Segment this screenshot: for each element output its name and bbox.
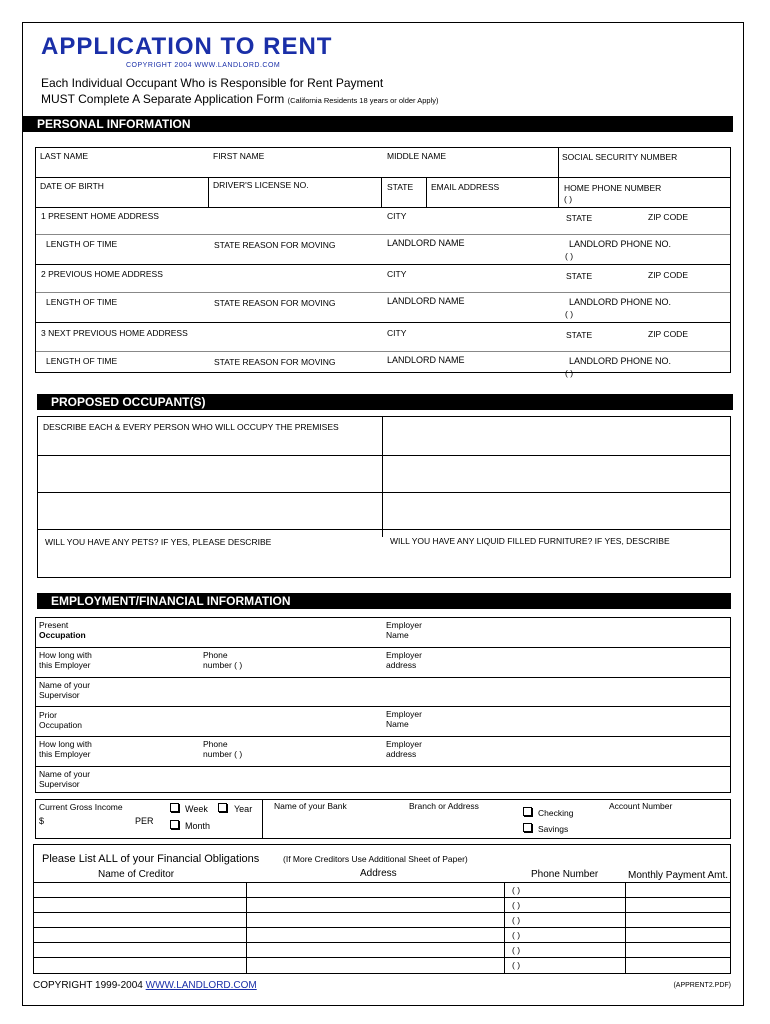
landlord-phone-field[interactable]: LANDLORD PHONE NO. (569, 239, 672, 249)
employment-section-header: EMPLOYMENT/FINANCIAL INFORMATION (37, 593, 731, 609)
obligations-box (33, 844, 731, 974)
checking-checkbox[interactable] (523, 807, 532, 816)
landlord-phone-field-2[interactable]: LANDLORD PHONE NO. (569, 297, 672, 307)
footer-code: (APPRENT2.PDF) (673, 982, 731, 989)
year-checkbox[interactable] (218, 803, 227, 812)
table-row[interactable]: ( ) (512, 915, 521, 925)
length-of-time-field-2[interactable]: LENGTH OF TIME (46, 297, 118, 307)
reason-moving-field-2[interactable]: STATE REASON FOR MOVING (214, 298, 336, 308)
occupant-entry-2[interactable] (386, 457, 726, 491)
income-dollar-sign: $ (39, 816, 45, 826)
home-phone-field[interactable]: HOME PHONE NUMBER (564, 183, 662, 193)
address-state-field-2[interactable]: STATE (566, 271, 593, 281)
col-creditor: Name of Creditor (98, 869, 175, 880)
intro-line-2: MUST Complete A Separate Application Form (California Residents 18 years or older Apply) (41, 92, 439, 106)
obligations-note: (If More Creditors Use Additional Sheet of Paper) (283, 854, 468, 864)
prior-occupation-field[interactable]: Prior Occupation (39, 710, 82, 730)
zip-field-2[interactable]: ZIP CODE (648, 270, 688, 280)
savings-checkbox[interactable] (523, 823, 532, 832)
form-title: APPLICATION TO RENT (41, 33, 333, 60)
intro-line-1: Each Individual Occupant Who is Responsible for Rent Payment (41, 76, 384, 90)
application-page (22, 22, 744, 1006)
liquid-furniture-field[interactable]: WILL YOU HAVE ANY LIQUID FILLED FURNITURE? IF YES, DESCRIBE (390, 536, 670, 546)
city-field[interactable]: CITY (387, 211, 407, 221)
income-amount-input[interactable] (50, 814, 130, 828)
length-of-time-field[interactable]: LENGTH OF TIME (46, 239, 118, 249)
prior-how-long-field[interactable]: How long with this Employer (39, 739, 92, 759)
city-field-2[interactable]: CITY (387, 269, 407, 279)
state-field[interactable]: STATE (387, 182, 414, 192)
length-of-time-field-3[interactable]: LENGTH OF TIME (46, 356, 118, 366)
obligations-table (34, 882, 730, 974)
col-address: Address (360, 868, 397, 879)
zip-field[interactable]: ZIP CODE (648, 212, 688, 222)
footer-copyright: COPYRIGHT 1999-2004 WWW.LANDLORD.COM (33, 980, 257, 991)
email-field[interactable]: EMAIL ADDRESS (431, 182, 500, 192)
personal-section-header: PERSONAL INFORMATION (23, 116, 733, 132)
year-label: Year (234, 804, 253, 814)
describe-occupants-label: DESCRIBE EACH & EVERY PERSON WHO WILL OCCUPY THE PREMISES (43, 422, 339, 432)
first-name-field[interactable]: FIRST NAME (213, 151, 265, 161)
income-bank-box (35, 799, 731, 839)
supervisor-field[interactable]: Name of your Supervisor (39, 680, 91, 700)
address-state-field-3[interactable]: STATE (566, 330, 593, 340)
bank-name-field[interactable]: Name of your Bank (274, 801, 347, 811)
reason-moving-field-3[interactable]: STATE REASON FOR MOVING (214, 357, 336, 367)
table-row[interactable]: ( ) (512, 900, 521, 910)
checking-label: Checking (538, 808, 574, 818)
account-number-field[interactable]: Account Number (609, 801, 673, 811)
employer-address-field[interactable]: Employer address (386, 650, 422, 670)
dob-field[interactable]: DATE OF BIRTH (40, 181, 104, 191)
next-previous-address-field[interactable]: 3 NEXT PREVIOUS HOME ADDRESS (41, 328, 188, 338)
ssn-field[interactable]: SOCIAL SECURITY NUMBER (562, 152, 678, 162)
personal-info-box: LAST NAME FIRST NAME MIDDLE NAME SOCIAL SECURITY NUMBER DATE OF BIRTH DRIVER'S LICENSE NO. STATE EMAIL ADDRESS HOME PHONE NUMBER ( ) 1 PRESENT HOME ADDRESS CITY STATE ZIP CODE LENGTH OF TIME STATE REASON FOR MOVING LANDLORD NAME LANDLORD PHONE NO. ( ) 2 PREVIOUS HOME ADDRESS CITY STATE ZIP CODE LENGTH OF TIME STATE REASON FOR MOVING LANDLORD NAME LANDLORD PHONE NO. ( ) 3 NEXT PREVIOUS HOME ADDRESS CITY STATE ZIP CODE LENGTH OF TIME STATE REASON FOR MOVING LANDLORD NAME LANDLORD PHONE NO. ( ) (35, 147, 731, 373)
col-phone: Phone Number (531, 869, 599, 880)
license-field[interactable]: DRIVER'S LICENSE NO. (213, 180, 309, 190)
zip-field-3[interactable]: ZIP CODE (648, 329, 688, 339)
city-field-3[interactable]: CITY (387, 328, 407, 338)
employer-phone-field[interactable]: Phone number ( ) (203, 650, 243, 670)
table-row[interactable]: ( ) (512, 945, 521, 955)
address-state-field[interactable]: STATE (566, 213, 593, 223)
week-label: Week (185, 804, 208, 814)
reason-moving-field[interactable]: STATE REASON FOR MOVING (214, 240, 336, 250)
week-checkbox[interactable] (170, 803, 179, 812)
prior-employer-phone-field[interactable]: Phone number ( ) (203, 739, 243, 759)
per-label: PER (135, 816, 154, 826)
employer-name-field[interactable]: Employer Name (386, 620, 422, 640)
present-occupation-field[interactable]: Present Occupation (39, 620, 86, 640)
prior-employer-name-field[interactable]: Employer Name (386, 709, 422, 729)
month-label: Month (185, 821, 211, 831)
prior-employer-address-field[interactable]: Employer address (386, 739, 422, 759)
pets-field[interactable]: WILL YOU HAVE ANY PETS? IF YES, PLEASE DESCRIBE (45, 537, 272, 547)
intro-note: (California Residents 18 years or older Apply) (287, 96, 439, 105)
occupants-section-header: PROPOSED OCCUPANT(S) (37, 394, 733, 410)
previous-address-field[interactable]: 2 PREVIOUS HOME ADDRESS (41, 269, 163, 279)
landlord-link[interactable]: WWW.LANDLORD.COM (145, 980, 257, 991)
present-address-field[interactable]: 1 PRESENT HOME ADDRESS (41, 211, 159, 221)
last-name-field[interactable]: LAST NAME (40, 151, 89, 161)
occupant-entry-3[interactable] (44, 494, 380, 528)
landlord-phone-field-3[interactable]: LANDLORD PHONE NO. (569, 356, 672, 366)
how-long-field[interactable]: How long with this Employer (39, 650, 92, 670)
col-payment: Monthly Payment Amt. (628, 870, 729, 881)
table-row[interactable]: ( ) (512, 960, 521, 970)
landlord-name-field-3[interactable]: LANDLORD NAME (387, 355, 465, 365)
month-checkbox[interactable] (170, 820, 179, 829)
employment-box (35, 617, 731, 793)
middle-name-field[interactable]: MIDDLE NAME (387, 151, 447, 161)
occupant-entry-1[interactable] (44, 457, 380, 491)
landlord-name-field-2[interactable]: LANDLORD NAME (387, 296, 465, 306)
gross-income-label: Current Gross Income (39, 802, 123, 812)
obligations-title: Please List ALL of your Financial Obligations (42, 853, 260, 865)
table-row[interactable]: ( ) (512, 930, 521, 940)
savings-label: Savings (538, 824, 569, 834)
branch-address-field[interactable]: Branch or Address (409, 801, 479, 811)
landlord-name-field[interactable]: LANDLORD NAME (387, 238, 465, 248)
table-row[interactable]: ( ) (512, 885, 521, 895)
occupant-entry-4[interactable] (386, 494, 726, 528)
header-copyright: COPYRIGHT 2004 WWW.LANDLORD.COM (126, 62, 281, 69)
prior-supervisor-field[interactable]: Name of your Supervisor (39, 769, 91, 789)
occupants-box (37, 416, 731, 578)
